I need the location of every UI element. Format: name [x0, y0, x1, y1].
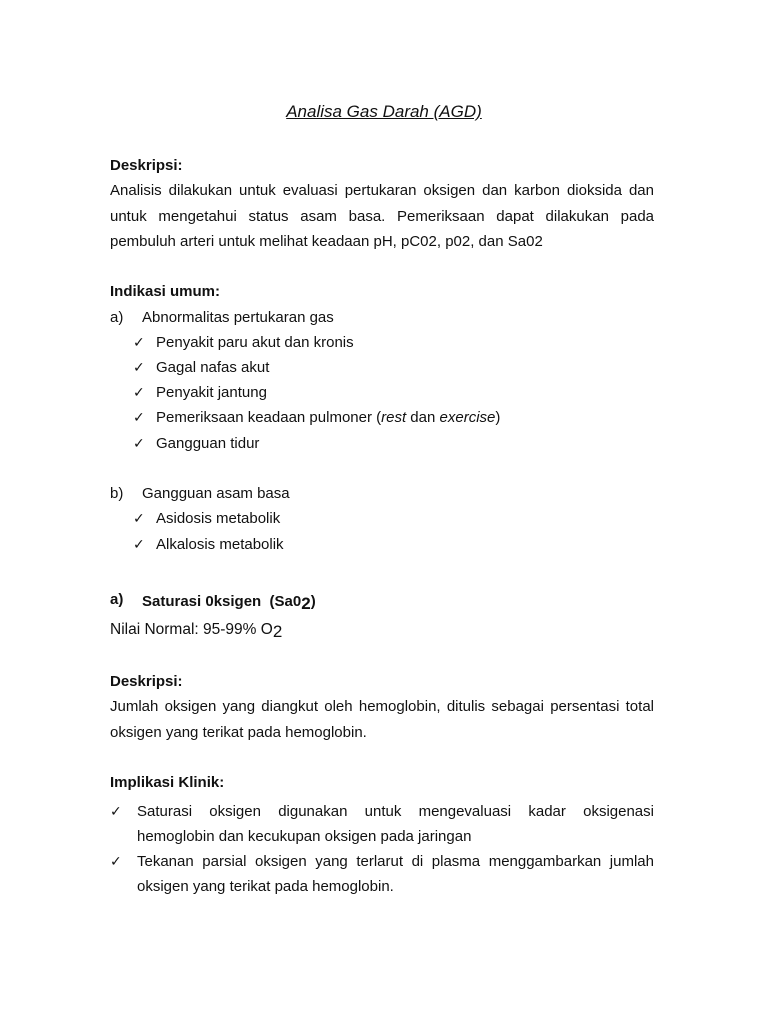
indikasi-heading: Indikasi umum:: [110, 283, 221, 300]
implikasi-item: Saturasi oksigen digunakan untuk mengevaluasi kadar oksigenasi hemoglobin dan kecukupan oksigen pada jaringan: [137, 803, 654, 845]
list-item: Penyakit jantung: [156, 384, 267, 401]
pulmoner-pre: Pemeriksaan keadaan pulmoner (: [156, 409, 382, 426]
deskripsi-heading: Deskripsi:: [110, 157, 183, 174]
nilai-normal-text: Nilai Normal: 95-99% O: [110, 621, 273, 638]
list-item: Gagal nafas akut: [156, 359, 270, 376]
checkmark-icon: ✓: [133, 359, 145, 375]
pulmoner-rest: rest: [381, 409, 407, 426]
checkmark-icon: ✓: [133, 510, 145, 526]
list-item-pulmoner: [156, 409, 500, 426]
indikasi-group-b-label: Gangguan asam basa: [142, 485, 290, 502]
list-item: Asidosis metabolik: [156, 510, 281, 527]
nilai-normal: [110, 619, 282, 639]
checkmark-icon: ✓: [133, 334, 145, 350]
deskripsi2-text: Jumlah oksigen yang diangkut oleh hemoglobin, ditulis sebagai persentasi total oksigen yang terikat pada hemoglobin.: [110, 698, 654, 741]
checkmark-icon: ✓: [110, 803, 122, 819]
document-title: Analisa Gas Darah (AGD): [286, 102, 482, 121]
implikasi-heading: Implikasi Klinik:: [110, 774, 225, 791]
list-item: Penyakit paru akut dan kronis: [156, 334, 354, 351]
saturasi-heading-close: ): [310, 593, 316, 610]
indikasi-group-a-label: Abnormalitas pertukaran gas: [142, 309, 334, 326]
nilai-normal-sub: 2: [272, 622, 283, 641]
saturasi-marker: a): [110, 591, 124, 608]
checkmark-icon: ✓: [133, 536, 145, 552]
pulmoner-post: ): [495, 409, 501, 426]
implikasi-item: Tekanan parsial oksigen yang terlarut di plasma menggambarkan jumlah oksigen yang terikat pada hemoglobin.: [137, 853, 654, 895]
list-marker: b): [110, 485, 124, 502]
checkmark-icon: ✓: [133, 409, 145, 425]
list-item: Gangguan tidur: [156, 435, 260, 452]
deskripsi2-heading: Deskripsi:: [110, 673, 183, 690]
pulmoner-exercise: exercise: [439, 409, 496, 426]
pulmoner-dan: dan: [406, 409, 440, 426]
deskripsi-text: Analisis dilakukan untuk evaluasi pertukaran oksigen dan karbon dioksida dan untuk mengetahui status asam basa. Pemeriksaan dapat dilakukan pada pembuluh arteri untuk melihat keadaan pH, pC02, p02, dan Sa02: [110, 182, 654, 250]
list-marker: a): [110, 309, 124, 326]
saturasi-heading-sub: 2: [301, 594, 311, 613]
checkmark-icon: ✓: [110, 853, 122, 869]
saturasi-heading-text: Saturasi 0ksigen (Sa0: [142, 593, 302, 610]
saturasi-heading: [142, 591, 316, 611]
list-item: Alkalosis metabolik: [156, 536, 284, 553]
checkmark-icon: ✓: [133, 384, 145, 400]
checkmark-icon: ✓: [133, 435, 145, 451]
